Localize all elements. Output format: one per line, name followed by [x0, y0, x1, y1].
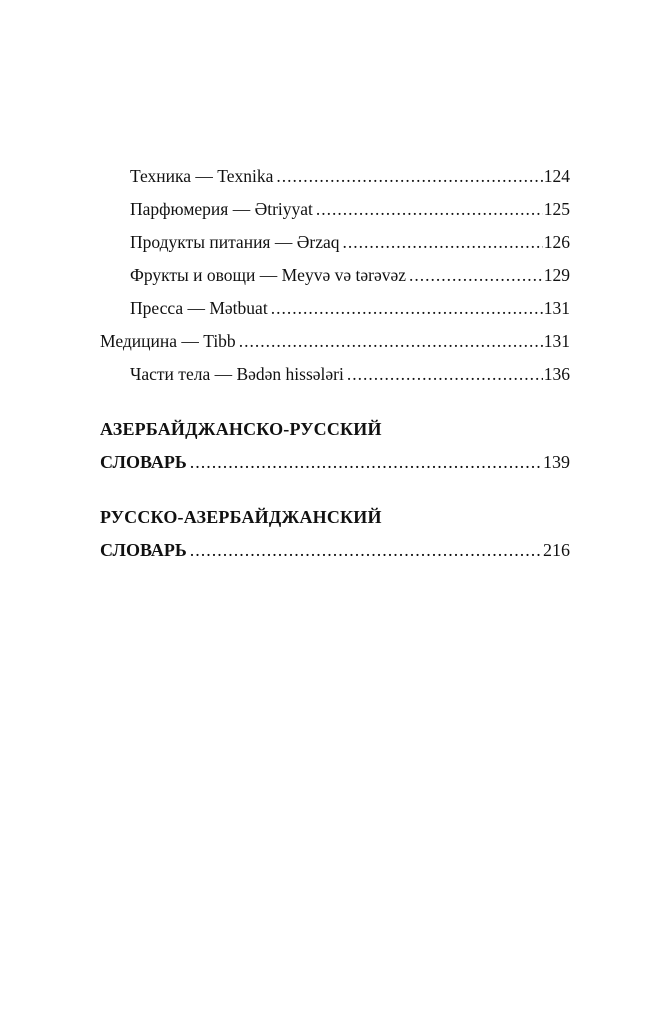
- dot-leader: [409, 259, 543, 292]
- section-heading: РУССКО-АЗЕРБАЙДЖАНСКИЙ: [100, 507, 382, 527]
- toc-page-number: 139: [543, 452, 570, 472]
- toc-page-number: 129: [543, 265, 570, 285]
- toc-entry-label: Техника — Texnika: [130, 166, 274, 186]
- section-entry: [100, 534, 570, 567]
- toc-entry-frukty[interactable]: [130, 259, 570, 292]
- toc-page-number: 131: [543, 298, 570, 318]
- toc-page-number: 126: [543, 232, 570, 252]
- toc-page-number: 216: [543, 540, 570, 560]
- dot-leader: [316, 193, 543, 226]
- table-of-contents: [100, 160, 570, 567]
- section-entry: [100, 446, 570, 479]
- toc-entry-parfumeria[interactable]: [130, 193, 570, 226]
- dot-leader: [342, 226, 542, 259]
- dot-leader: [271, 292, 543, 325]
- toc-section-az-ru[interactable]: [100, 413, 570, 479]
- toc-page-number: 131: [543, 331, 570, 351]
- toc-page-number: 124: [543, 166, 570, 186]
- section-heading-line2: СЛОВАРЬ: [100, 452, 187, 472]
- toc-entry-medicina[interactable]: [100, 325, 570, 358]
- toc-section-ru-az[interactable]: [100, 501, 570, 567]
- toc-entry-label: Фрукты и овощи — Meyvə və tərəvəz: [130, 265, 406, 285]
- section-heading-line2: СЛОВАРЬ: [100, 540, 187, 560]
- toc-entry-produkty[interactable]: [130, 226, 570, 259]
- dot-leader: [276, 160, 542, 193]
- toc-entry-pressa[interactable]: [130, 292, 570, 325]
- toc-entry-technika[interactable]: [130, 160, 570, 193]
- toc-entry-label: Части тела — Bədən hissələri: [130, 364, 344, 384]
- toc-page-number: 136: [543, 364, 570, 384]
- toc-entry-label: Медицина — Tibb: [100, 331, 236, 351]
- toc-entry-label: Пресса — Mətbuat: [130, 298, 268, 318]
- dot-leader: [239, 325, 543, 358]
- toc-entry-chasti-tela[interactable]: [130, 358, 570, 391]
- dot-leader: [347, 358, 543, 391]
- toc-page-number: 125: [543, 199, 570, 219]
- dot-leader: [190, 446, 542, 479]
- dot-leader: [190, 534, 542, 567]
- toc-entry-label: Парфюмерия — Ətriyyat: [130, 199, 313, 219]
- section-heading: АЗЕРБАЙДЖАНСКО-РУССКИЙ: [100, 419, 382, 439]
- toc-entry-label: Продукты питания — Ərzaq: [130, 232, 340, 252]
